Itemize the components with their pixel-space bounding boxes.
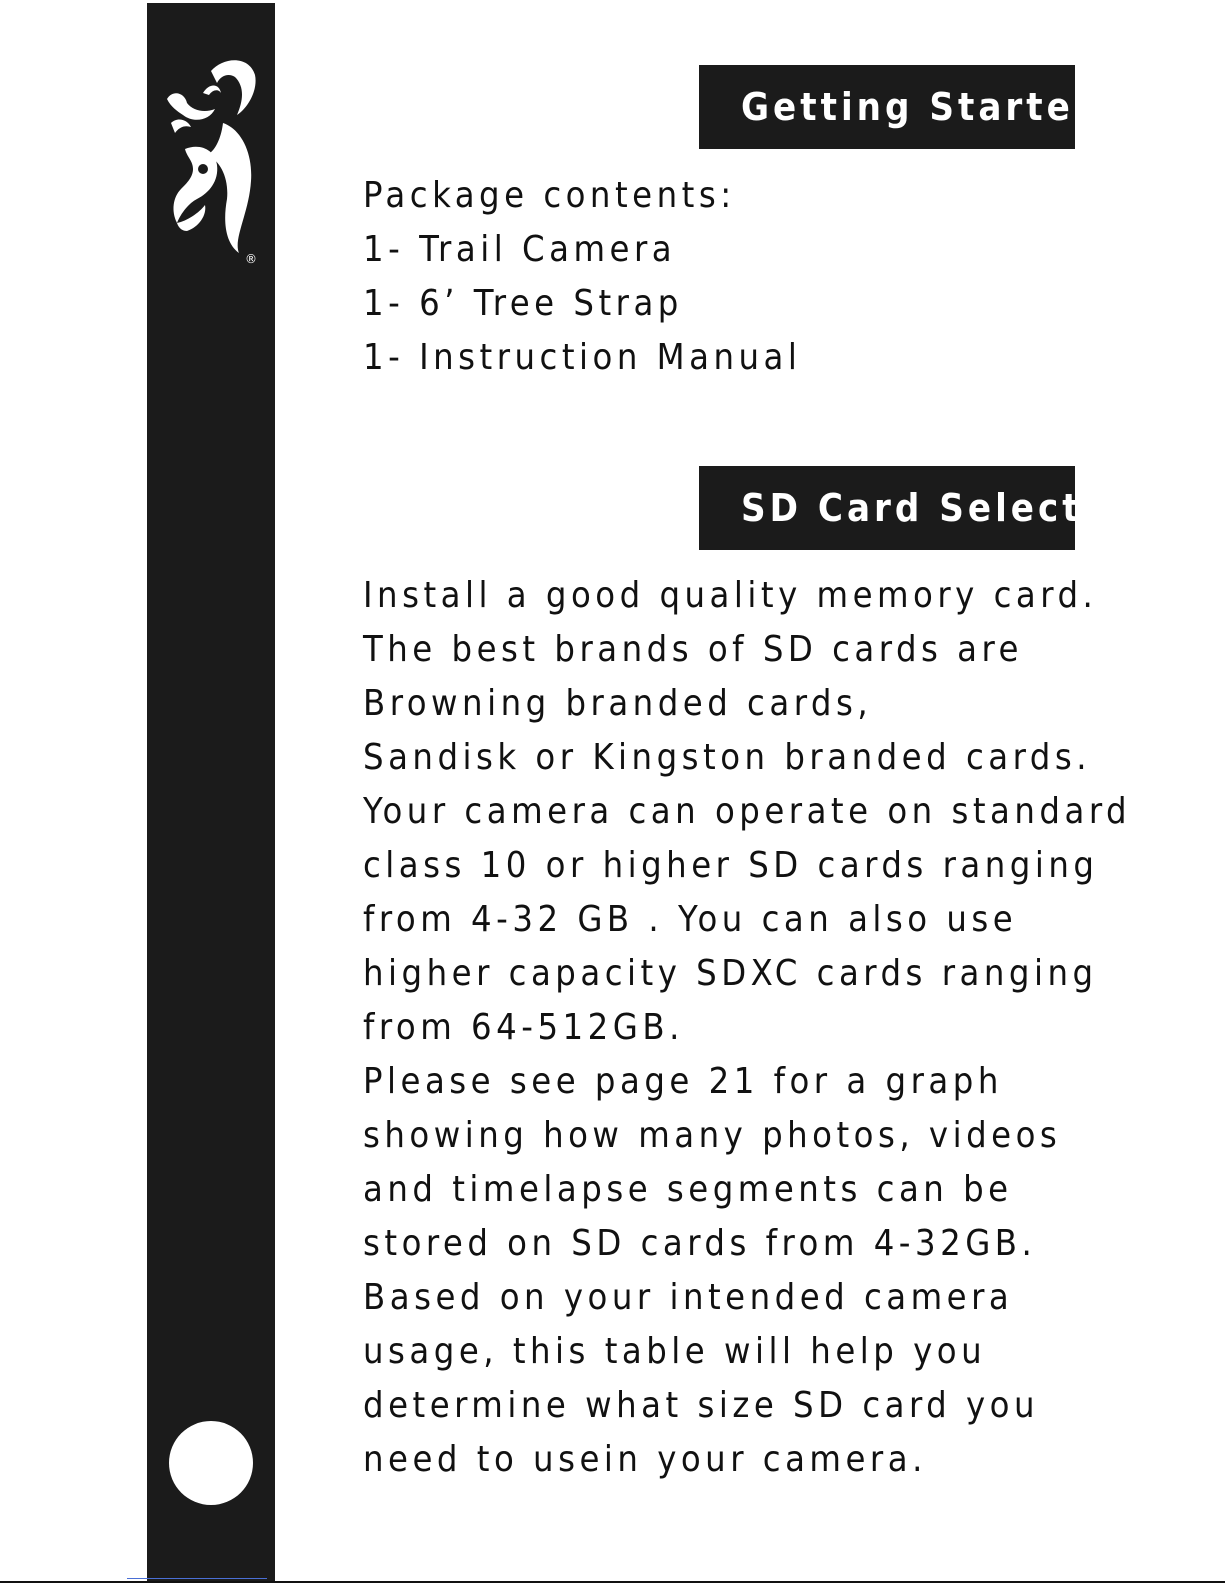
bottom-link-underline xyxy=(127,1578,267,1579)
package-contents-line: 1- Trail Camera xyxy=(363,229,677,270)
sd-text-line: stored on SD cards from 4-32GB. xyxy=(363,1223,1037,1264)
sd-text-line: Your camera can operate on standard xyxy=(363,791,1132,832)
sd-text-line: need to usein your camera. xyxy=(363,1439,927,1480)
sd-text-line: and timelapse segments can be xyxy=(363,1169,1013,1210)
sd-text-line: class 10 or higher SD cards ranging xyxy=(363,845,1099,886)
sd-text-line: Install a good quality memory card. xyxy=(363,575,1098,616)
sd-text-line: higher capacity SDXC cards ranging xyxy=(363,953,1098,994)
sd-card-selection-text xyxy=(363,569,1131,1487)
sidebar-band xyxy=(147,3,275,1581)
sd-card-selection-header: SD Card Selection xyxy=(699,466,1075,550)
package-contents-list xyxy=(363,169,801,385)
bottom-rule xyxy=(0,1581,1225,1583)
page-number-circle xyxy=(169,1421,253,1505)
sd-text-line: Browning branded cards, xyxy=(363,683,873,724)
sd-text-line: from 4-32 GB . You can also use xyxy=(363,899,1018,940)
sd-text-line: determine what size SD card you xyxy=(363,1385,1040,1426)
svg-text:®: ® xyxy=(245,252,257,266)
sd-text-line: Based on your intended camera xyxy=(363,1277,1014,1318)
package-contents-line: Package contents: xyxy=(363,175,736,216)
package-contents-line: 1- Instruction Manual xyxy=(363,337,802,378)
getting-started-header: Getting Started xyxy=(699,65,1075,149)
sd-text-line: Sandisk or Kingston branded cards. xyxy=(363,737,1091,778)
sd-text-line: showing how many photos, videos xyxy=(363,1115,1062,1156)
sd-text-line: from 64-512GB. xyxy=(363,1007,684,1048)
sd-text-line: Please see page 21 for a graph xyxy=(363,1061,1003,1102)
package-contents-line: 1- 6’ Tree Strap xyxy=(363,283,683,324)
buckmark-logo-icon xyxy=(163,53,263,268)
sd-text-line: The best brands of SD cards are xyxy=(363,629,1023,670)
sd-text-line: usage, this table will help you xyxy=(363,1331,987,1372)
